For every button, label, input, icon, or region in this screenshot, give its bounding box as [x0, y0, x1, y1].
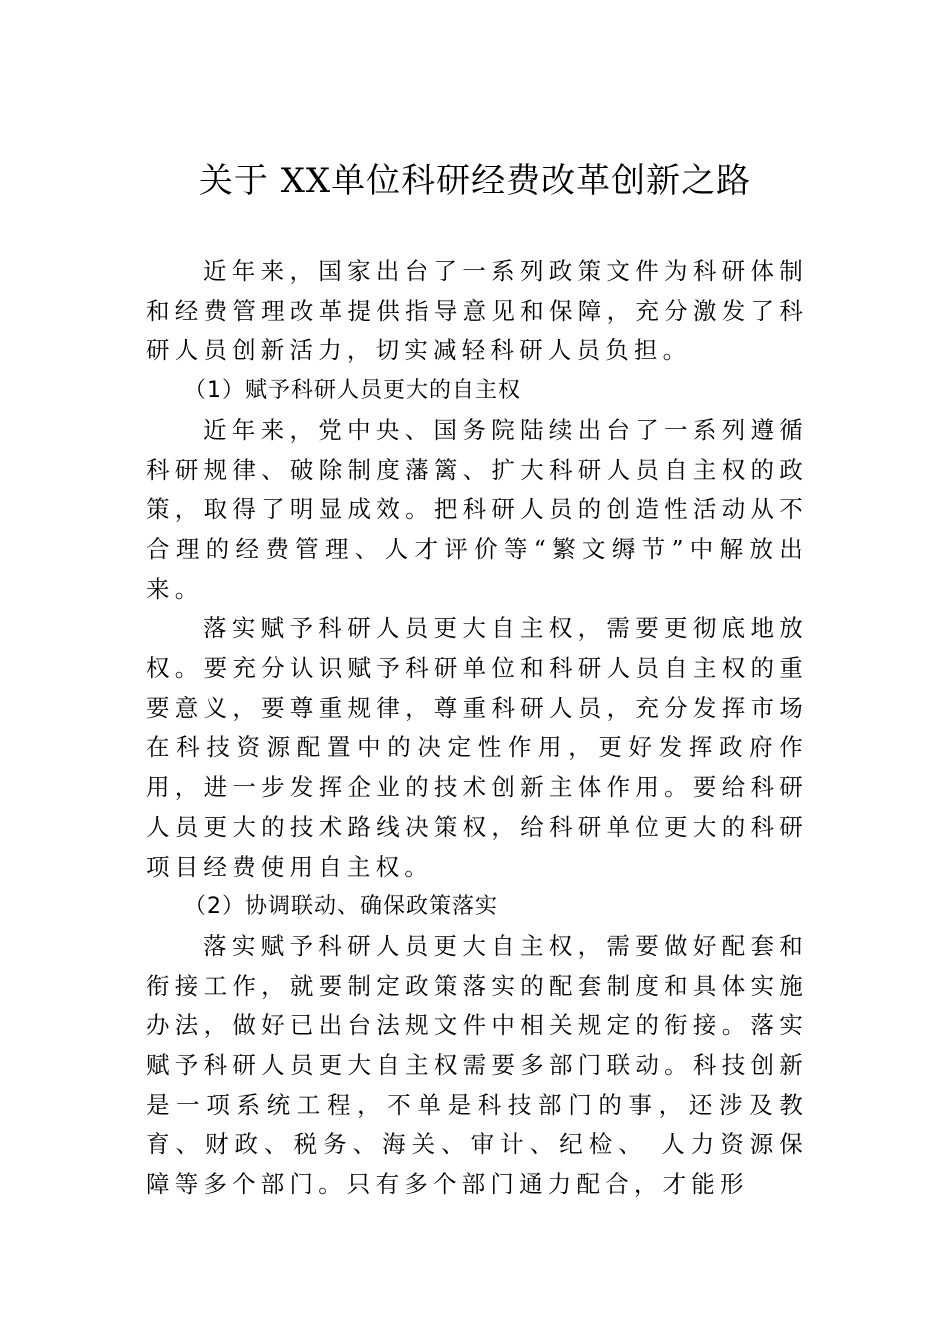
paragraph-coordination: 落实赋予科研人员更大自主权，需要做好配套和衔接工作，就要制定政策落实的配套制度和具体实施办法，做好已出台法规文件中相关规定的衔接。落实赋予科研人员更大自主权需要多部门联动。科技创新是一项系统工程，不单是科技部门的事，还涉及教育、财政、税务、海关、审计、纪检、 人力资源保障等多个部门。只有多个部门通力配合，才能形	[146, 931, 808, 1199]
document-body	[146, 252, 808, 1205]
paragraph-intro: 近年来，国家出台了一系列政策文件为科研体制和经费管理改革提供指导意见和保障，充分激发了科研人员创新活力，切实减轻科研人员负担。	[146, 257, 808, 365]
paragraph-autonomy-policy: 近年来，党中央、国务院陆续出台了一系列遵循科研规律、破除制度藩篱、扩大科研人员自主权的政策，取得了明显成效。把科研人员的创造性活动从不合理的经费管理、人才评价等“繁文缛节”中解放出来。	[146, 415, 808, 603]
section-heading-1: （1）赋予科研人员更大的自主权	[184, 378, 521, 404]
section-heading-2: （2）协调联动、确保政策落实	[184, 894, 498, 920]
paragraph-autonomy-implementation: 落实赋予科研人员更大自主权，需要更彻底地放权。要充分认识赋予科研单位和科研人员自主权的重要意义，要尊重规律，尊重科研人员，充分发挥市场在科技资源配置中的决定性作用，更好发挥政府作用，进一步发挥企业的技术创新主体作用。要给科研人员更大的技术路线决策权，给科研单位更大的科研项目经费使用自主权。	[146, 614, 808, 881]
document-title: 关于 XX单位科研经费改革创新之路	[198, 161, 752, 201]
